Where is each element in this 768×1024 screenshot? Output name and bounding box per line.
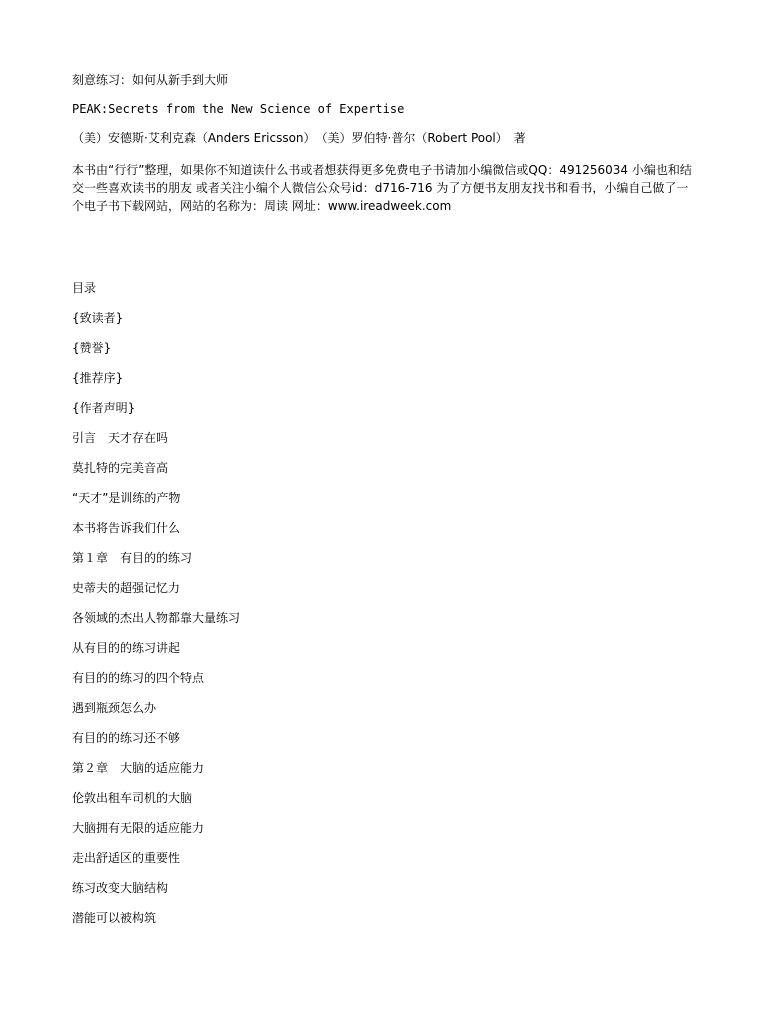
- toc-item: 第１章 有目的的练习: [72, 551, 193, 565]
- toc-item: 走出舒适区的重要性: [72, 851, 181, 865]
- toc-item: 有目的的练习还不够: [72, 731, 181, 745]
- toc-item: 潜能可以被构筑: [72, 911, 157, 925]
- toc-item: {赞誉}: [72, 341, 112, 355]
- toc-item: 引言 天才存在吗: [72, 431, 169, 445]
- toc-item: {作者声明}: [72, 401, 136, 415]
- toc-item: 有目的的练习的四个特点: [72, 671, 205, 685]
- toc-heading: 目录: [72, 281, 97, 295]
- toc-item: 练习改变大脑结构: [72, 881, 169, 895]
- toc-item: {推荐序}: [72, 371, 124, 385]
- intro-paragraph: 本书由“行行”整理，如果你不知道读什么书或者想获得更多免费电子书请加小编微信或QQ：491256034 小编也和结交一些喜欢读书的朋友 或者关注小编个人微信公众号id：d716-716 为了方便书友朋友找书和看书，小编自己做了一个电子书下载网站，网站的名称为：周读 网址：www.ireadweek.com: [72, 163, 692, 213]
- toc-item: {致读者}: [72, 311, 124, 325]
- toc-item: 各领域的杰出人物都靠大量练习: [72, 611, 241, 625]
- toc-item: “天才”是训练的产物: [72, 491, 181, 505]
- toc-item: 莫扎特的完美音高: [72, 461, 169, 475]
- toc-item: 遇到瓶颈怎么办: [72, 701, 157, 715]
- book-authors: （美）安德斯·艾利克森（Anders Ericsson） （美）罗伯特·普尔（Robert Pool） 著: [72, 131, 526, 145]
- toc-item: 从有目的的练习讲起: [72, 641, 181, 655]
- book-title-english: PEAK:Secrets from the New Science of Expertise: [72, 102, 405, 116]
- toc-item: 史蒂夫的超强记忆力: [72, 581, 181, 595]
- toc-item: 第２章 大脑的适应能力: [72, 761, 205, 775]
- toc-item: 大脑拥有无限的适应能力: [72, 821, 205, 835]
- toc-item: 本书将告诉我们什么: [72, 521, 181, 535]
- toc-item: 伦敦出租车司机的大脑: [72, 791, 193, 805]
- book-title-chinese: 刻意练习：如何从新手到大师: [72, 73, 229, 87]
